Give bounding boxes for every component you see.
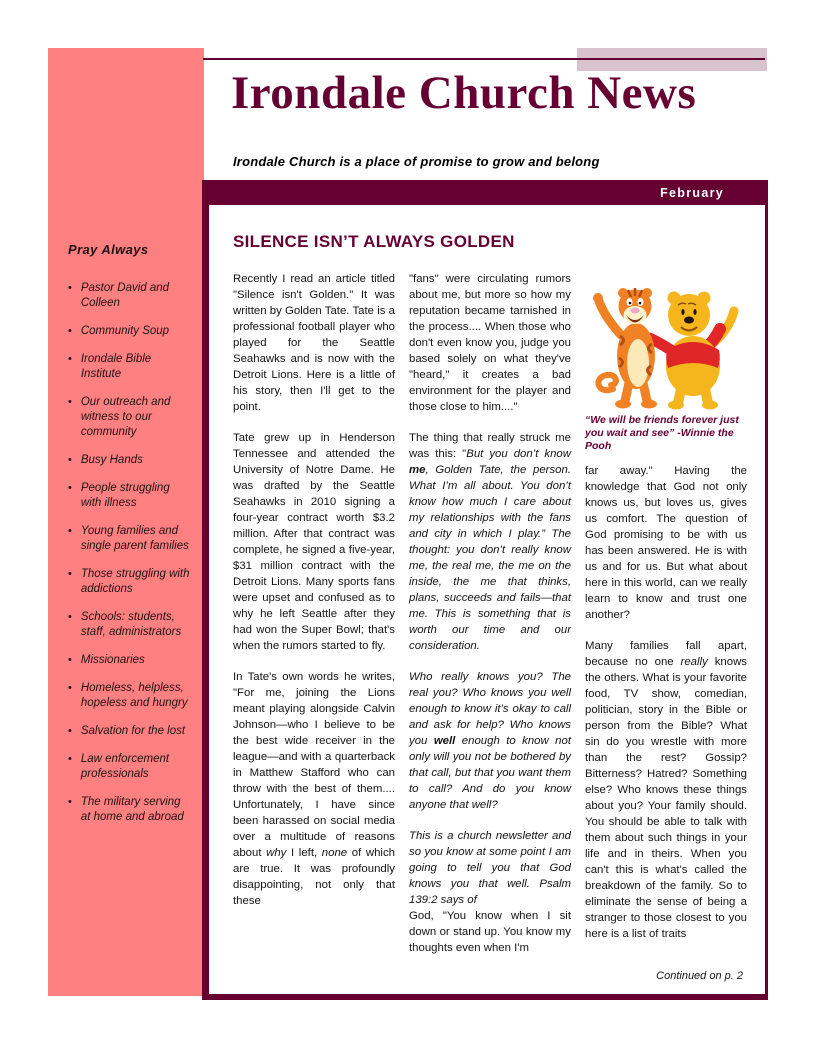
- prayer-item-label: Law enforcement professionals: [80, 753, 170, 780]
- article-column-3-text: [585, 463, 747, 942]
- prayer-list-item: [68, 653, 192, 668]
- bullet-icon: •: [68, 611, 72, 623]
- bullet-icon: •: [68, 353, 72, 365]
- prayer-item-label: Schools: students, staff, administrators: [80, 611, 182, 638]
- prayer-item-label: Irondale Bible Institute: [80, 353, 152, 380]
- continued-note: Continued on p. 2: [656, 970, 743, 982]
- prayer-item-label: The military serving at home and abroad: [80, 796, 184, 823]
- issue-month-label: February: [660, 185, 724, 200]
- newsletter-title: Irondale Church News: [231, 67, 697, 119]
- prayer-item-label: Young families and single parent families: [80, 525, 189, 552]
- prayer-list-item: [68, 395, 192, 440]
- prayer-item-label: Those struggling with addictions: [80, 568, 190, 595]
- article-paragraph: Many families fall apart, because no one really knows the others. What is your favorite food, TV show, comedian, politician, story in the Bible or person from the Bible? What sin do you wrestle with more than the rest? Gossip? Bitterness? Hatred? Something else? Who knows these things about you? Your family should. You should be able to talk with them about such things in your life and in theirs. When you can't this is what's called the breakdown of the family. So to eliminate the sense of being a stranger to those closest to you here is a list of traits: [585, 640, 748, 940]
- prayer-list-item: [68, 724, 192, 739]
- prayer-list-item: [68, 610, 192, 640]
- bullet-icon: •: [68, 654, 72, 666]
- figure-caption: “We will be friends forever just you wait and see” -Winnie the Pooh: [585, 414, 739, 452]
- bullet-icon: •: [68, 725, 72, 737]
- article-columns: [233, 271, 765, 971]
- prayer-item-label: Our outreach and witness to our community: [80, 396, 171, 438]
- tigger-and-pooh-illustration: [585, 265, 747, 453]
- article-paragraph: Recently I read an article titled "Silence isn't Golden." It was written by Golden Tate. Tate is a professional football player who played for the Seattle Seahawks and is now with the Detroit Lions. Here is a little of his story, then I'll get to the point.: [233, 273, 395, 413]
- prayer-list-item: [68, 281, 192, 311]
- bullet-icon: •: [68, 568, 72, 580]
- prayer-item-label: People struggling with illness: [80, 482, 170, 509]
- article-paragraph: In Tate's own words he writes, "For me, joining the Lions meant playing alongside Calvin Johnson—who I believe to be the best wide receiver in the league—and with a quarterback in Matthew Stafford who can throw with the best of them.... Unfortunately, I have since been harassed on social media over a multitude of reasons about why I left, none of which are true. It was profoundly disappointing, not only that these: [233, 671, 395, 907]
- prayer-sidebar: [48, 48, 204, 996]
- article-paragraph: The thing that really struck me was this: "But you don’t know me, Golden Tate, the person. What I’m all about. You don’t know how much I care about my relationships with the fans and city in which I play.” The thought: you don’t really know me, the real me, the me on the inside, the me that thinks, plans, succeeds and fails—that me. This is something that is worth our time and our consideration.: [409, 432, 571, 652]
- bullet-icon: •: [68, 796, 72, 808]
- prayer-list-item: [68, 752, 192, 782]
- article-paragraph: This is a church newsletter and so you know at some point I am going to tell you that God knows you that well. Psalm 139:2 says of God, "You know when I sit down or stand up. You know my thoughts even when I'm: [409, 830, 571, 954]
- article-headline: SILENCE ISN’T ALWAYS GOLDEN: [233, 232, 515, 251]
- prayer-item-label: Missionaries: [80, 654, 145, 666]
- header-rule: [203, 58, 765, 60]
- bullet-icon: •: [68, 753, 72, 765]
- article-column-3: [585, 271, 747, 971]
- bullet-icon: •: [68, 482, 72, 494]
- prayer-list-item: [68, 324, 192, 339]
- bullet-icon: •: [68, 282, 72, 294]
- article-area: [202, 205, 768, 1000]
- bullet-icon: •: [68, 325, 72, 337]
- prayer-list-item: [68, 453, 192, 468]
- sidebar-heading: Pray Always: [68, 242, 149, 257]
- prayer-item-label: Busy Hands: [80, 454, 143, 466]
- prayer-list-item: [68, 567, 192, 597]
- prayer-item-label: Salvation for the lost: [80, 725, 186, 737]
- pooh-figure: [649, 292, 734, 410]
- article-column-1: [233, 271, 395, 971]
- tigger-and-pooh-svg: [585, 265, 745, 411]
- article-paragraph: Tate grew up in Henderson Tennessee and attended the University of Notre Dame. He was drafted by the Seattle Seahawks in 2010 signing a four-year contract worth $3.2 million. After that contract was complete, he signed a five-year, $31 million contract with the Detroit Lions. Many sports fans were upset and confused as to why he left Seattle after they had won the Super Bowl; that's when the rumors started to fly.: [233, 432, 395, 652]
- prayer-list-item: [68, 524, 192, 554]
- bullet-icon: •: [68, 682, 72, 694]
- prayer-list-item: [68, 352, 192, 382]
- tigger-figure: [593, 288, 657, 409]
- article-paragraph: "fans" were circulating rumors about me, but more so how my reputation became tarnished in the process.... When those who don't even know you, judge you based solely on what they've "heard," it creates a bad environment for the player and those close to him....": [409, 273, 571, 413]
- prayer-list-item: [68, 795, 192, 825]
- article-column-2: [409, 271, 571, 971]
- prayer-item-label: Homeless, helpless, hopeless and hungry: [80, 682, 188, 709]
- bullet-icon: •: [68, 525, 72, 537]
- bullet-icon: •: [68, 396, 72, 408]
- newsletter-tagline: Irondale Church is a place of promise to grow and belong: [233, 154, 600, 169]
- article-paragraph: far away." Having the knowledge that God not only knows us, but loves us, gives us comfort. The question of God promising to be with us has been answered. He is with us and for us. But what about here in this world, can we really learn to know and trust one another?: [585, 465, 747, 621]
- prayer-list: [68, 281, 192, 825]
- bullet-icon: •: [68, 454, 72, 466]
- article-paragraph: Who really knows you? The real you? Who knows you well enough to know it’s okay to call and ask for help? Who knows you well enough to know not only will you not be bothered by that call, but that you want them to call? And do you know anyone that well?: [409, 671, 572, 811]
- prayer-list-item: [68, 681, 192, 711]
- prayer-list-item: [68, 481, 192, 511]
- issue-month-bar: [202, 180, 768, 205]
- prayer-item-label: Pastor David and Colleen: [80, 282, 170, 309]
- prayer-item-label: Community Soup: [80, 325, 170, 337]
